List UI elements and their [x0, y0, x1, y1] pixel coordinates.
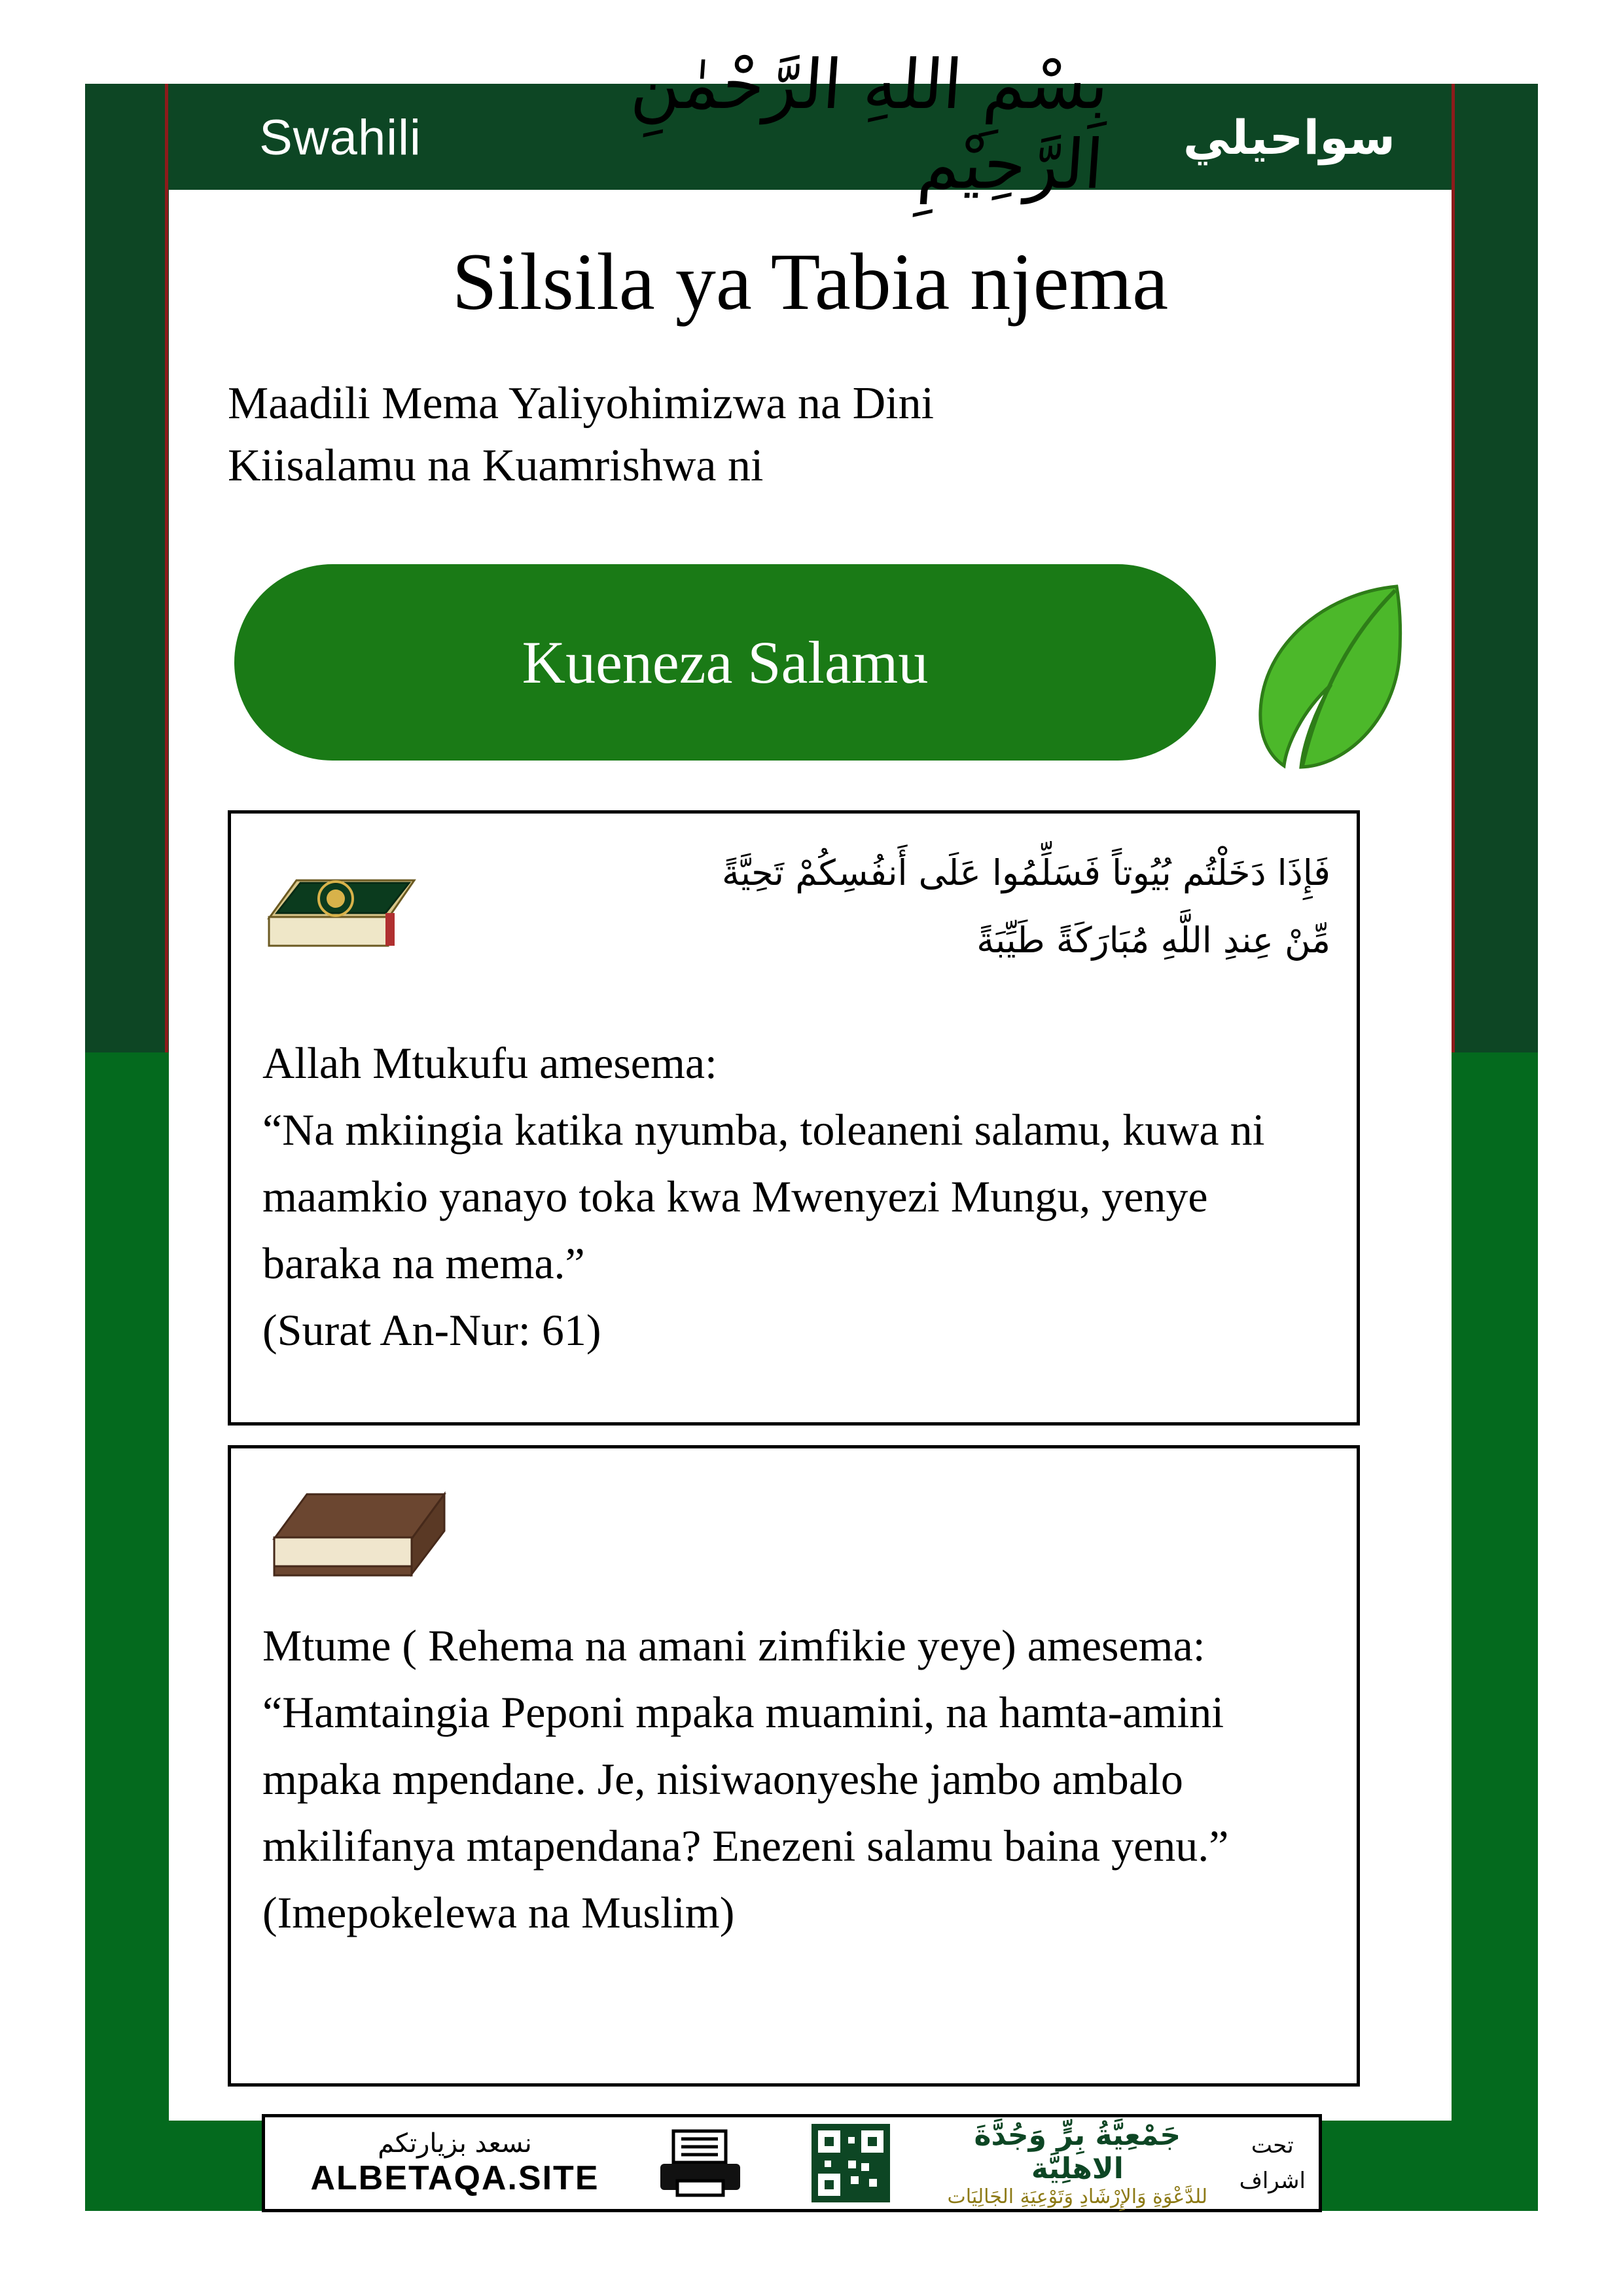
hadith-text: “Hamtaingia Peponi mpaka muamini, na hamta-amini mpaka mpendane. Je, nisiwaonyeshe jambo ambalo mkilifanya mtapendana? Enezeni salamu baina yenu.”: [262, 1687, 1229, 1871]
page-title: Silsila ya Tabia njema: [452, 237, 1169, 327]
topic-pill: [234, 564, 1216, 761]
quran-book-icon: [257, 840, 421, 964]
quran-ayah-arabic: فَإِذَا دَخَلْتُم بُيُوتاً فَسَلِّمُوا عَلَى أَنفُسِكُمْ تَحِيَّةً مِّنْ عِندِ اللَّهِ مُبَارَكَةً طَيِّبَةً: [721, 852, 1330, 961]
quran-translation: “Na mkiingia katika nyumba, toleaneni salamu, kuwa ni maamkio yanayo toka kwa Mwenyezi Mungu, yenye baraka na mema.”: [262, 1105, 1265, 1288]
footer-visit-note: نسعد بزيارتكم: [378, 2128, 532, 2159]
page-subtitle: [228, 373, 1353, 497]
printer-icon: [651, 2127, 749, 2199]
footer-association-line-1: جَمْعِيَّةُ بِرٍّ وَجُدَّةَ الاهلِيَّة: [974, 2118, 1181, 2185]
red-accent-line-right: [1452, 84, 1455, 1052]
footer-site-block[interactable]: [265, 2128, 625, 2198]
hadith-book-icon: [264, 1468, 454, 1599]
qr-code-icon: [812, 2124, 890, 2202]
red-accent-line-left: [165, 84, 168, 1052]
footer-supervision-text: [1240, 2128, 1306, 2199]
language-tab-latin[interactable]: [196, 92, 484, 183]
basmala-text: بِسْمِ اللهِ الرَّحْمٰنِ الرَّحِيْمِ: [628, 45, 1112, 204]
hadith-reference: (Imepokelewa na Muslim): [262, 1888, 735, 1937]
quran-reference: (Surat An-Nur: 61): [262, 1305, 601, 1355]
quran-quote-box: [228, 810, 1360, 1426]
footer-bar: [262, 2114, 1322, 2212]
hadith-quote-box: [228, 1445, 1360, 2087]
quran-intro: Allah Mtukufu amesema:: [262, 1038, 717, 1088]
subtitle-line-1: Maadili Mema Yaliyohimizwa na Dini: [228, 378, 935, 429]
footer-printer-block[interactable]: [625, 2127, 776, 2199]
hadith-body: [262, 1612, 1329, 1946]
footer-association-line-2: للدَّعْوَةِ وَالإِرْشَادِ وَتَوْعِيَةِ الجَالِيَات: [947, 2185, 1208, 2208]
subtitle-line-2: Kiisalamu na Kuamrishwa ni: [228, 440, 764, 491]
leaf-icon: [1247, 581, 1404, 771]
topic-pill-label: Kueneza Salamu: [522, 629, 929, 696]
quran-body: [262, 1030, 1329, 1363]
hadith-intro: Mtume ( Rehema na amani zimfikie yeye) amesema:: [262, 1621, 1205, 1670]
basmala: [530, 45, 1112, 204]
footer-site-url[interactable]: ALBETAQA.SITE: [310, 2159, 599, 2197]
footer-association-name: [926, 2119, 1229, 2208]
footer-qr-block[interactable]: [776, 2124, 926, 2202]
language-tab-arabic-label: سواحيلي: [1183, 110, 1396, 165]
footer-association-block: [926, 2119, 1319, 2208]
language-tab-latin-label: Swahili: [259, 109, 421, 166]
language-tab-arabic[interactable]: [1127, 92, 1452, 183]
footer-supervision-line-2: اشراف: [1239, 2168, 1306, 2194]
footer-supervision-line-1: تحت: [1251, 2132, 1294, 2159]
